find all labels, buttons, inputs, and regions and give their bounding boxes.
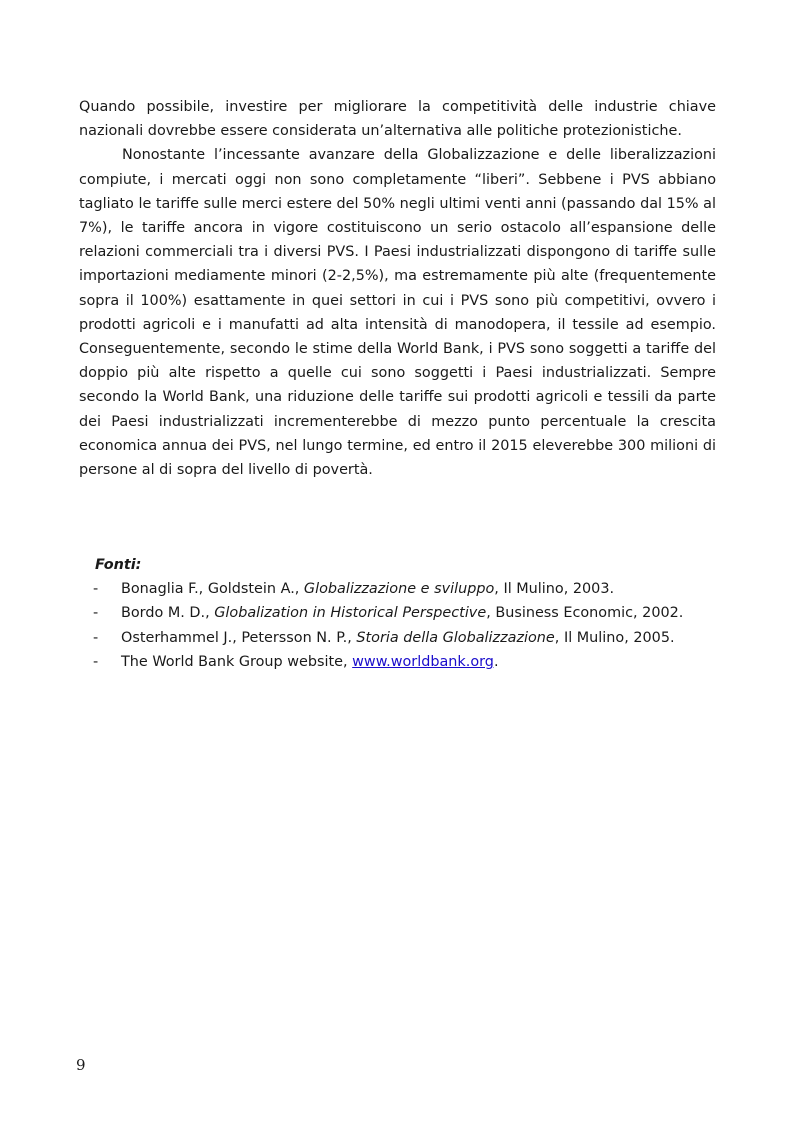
source-item <box>93 650 733 674</box>
source-author: Bordo M. D., <box>121 605 215 622</box>
bullet-dash: - <box>93 629 99 646</box>
source-title: Storia della Globalizzazione <box>356 629 555 646</box>
body-text <box>79 95 716 482</box>
sources-heading: Fonti: <box>95 557 142 573</box>
source-title: Globalization in Historical Perspective <box>214 605 487 622</box>
paragraph-tariffs: Nonostante l’incessante avanzare della Globalizzazione e delle liberalizzazioni compiute, i mercati oggi non sono completamente “liberi”. Sebbene i PVS abbiano tagliato le tariffe sulle merci estere del 50% negli ultimi venti anni (passando dal 15% al 7%), le tariffe ancora in vigore costituiscono un serio ostacolo all’espansione delle relazioni commerciali tra i diversi PVS. I Paesi industrializzati dispongono di tariffe sulle importazioni mediamente minori (2-2,5%), ma estremamente più alte (frequentemente sopra il 100%) esattamente in quei settori in cui i PVS sono più competitivi, ovvero i prodotti agricoli e i manufatti ad alta intensità di manodopera, il tessile ad esempio. Conseguentemente, secondo le stime della World Bank, i PVS sono soggetti a tariffe del doppio più alte rispetto a quelle cui sono soggetti i Paesi industrializzati. Sempre secondo la World Bank, una riduzione delle tariffe sui prodotti agricoli e tessili da parte dei Paesi industrializzati incrementerebbe di mezzo punto percentuale la crescita economica annua dei PVS, nel lungo termine, ed entro il 2015 eleverebbe 300 milioni di persone al di sopra del livello di povertà. <box>79 147 716 479</box>
sources-section <box>93 553 733 674</box>
bullet-dash: - <box>93 653 99 670</box>
source-author: The World Bank Group website, <box>121 653 353 670</box>
worldbank-link[interactable]: www.worldbank.org <box>352 653 494 670</box>
source-author: Osterhammel J., Petersson N. P., <box>121 629 357 646</box>
bullet-dash: - <box>93 605 99 622</box>
source-title: Globalizzazione e sviluppo <box>303 581 495 598</box>
sources-list <box>93 577 733 674</box>
source-item <box>93 626 733 650</box>
source-publisher: , Il Mulino, 2003. <box>494 581 615 598</box>
source-end: . <box>493 653 499 670</box>
source-publisher: , Business Economic, 2002. <box>486 605 684 622</box>
bullet-dash: - <box>93 581 99 598</box>
paragraph-protectionism: Quando possibile, investire per migliorare la competitività delle industrie chiave nazionali dovrebbe essere considerata un’alternativa alle politiche protezionistiche. <box>79 99 716 140</box>
source-item <box>93 601 733 625</box>
source-item <box>93 577 733 601</box>
source-author: Bonaglia F., Goldstein A., <box>121 581 304 598</box>
page-number: 9 <box>76 1056 86 1074</box>
source-publisher: , Il Mulino, 2005. <box>554 629 675 646</box>
